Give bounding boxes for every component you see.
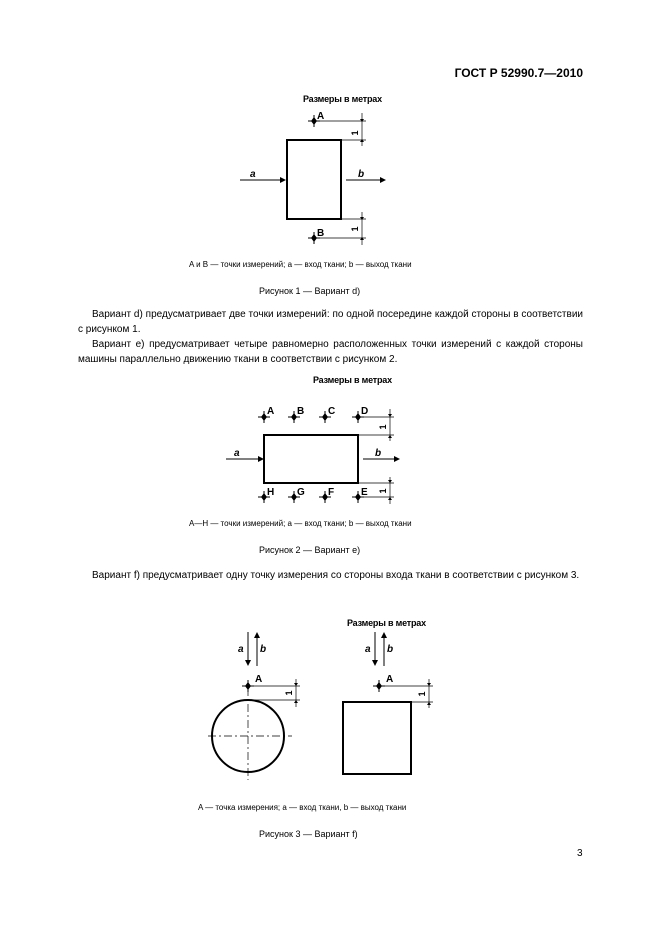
figure1-label-a: a — [250, 169, 256, 180]
figure3-dim-left: 1 — [284, 690, 294, 696]
paragraph-variant-f: Вариант f) предусматривает одну точку измерения со стороны входа ткани в соответствии с рисунком 3. — [92, 570, 580, 581]
figure1-label-A: A — [317, 111, 325, 122]
page-number: 3 — [577, 848, 583, 859]
figure1-legend: A и B — точки измерений; a — вход ткани; b — выход ткани — [189, 260, 412, 269]
figure3-legend: A — точка измерения; a — вход ткани, b — выход ткани — [198, 803, 407, 812]
figure2-diagram — [222, 400, 412, 510]
figure1-units-caption: Размеры в метрах — [303, 94, 382, 104]
figure2-units-caption: Размеры в метрах — [313, 375, 392, 385]
figure2-label-E: E — [361, 487, 368, 498]
figure3-label-A-right: A — [386, 674, 394, 685]
figure3-label-b-left: b — [260, 644, 267, 655]
paragraph-variant-e: Вариант e) предусматривает четыре равномерно расположенных точки измерений с каждой стороны машины параллельно движению ткани в соответствии с рисунком 2. — [78, 339, 583, 365]
figure2-label-G: G — [297, 487, 305, 498]
figure2-caption: Рисунок 2 — Вариант e) — [259, 545, 361, 555]
figure2-dim-bottom: 1 — [378, 488, 388, 494]
figure3-label-A-left: A — [255, 674, 263, 685]
figure1-dim-top: 1 — [350, 130, 360, 136]
figure1-dim-bottom: 1 — [350, 226, 360, 232]
figure3-dim-right: 1 — [417, 691, 427, 697]
figure3-caption: Рисунок 3 — Вариант f) — [259, 829, 358, 839]
figure1-label-b: b — [358, 169, 365, 180]
figure3-label-b-right: b — [387, 644, 394, 655]
figure2-dim-top: 1 — [378, 424, 388, 430]
figure3-label-a-left: a — [238, 644, 244, 655]
figure1-caption: Рисунок 1 — Вариант d) — [259, 286, 361, 296]
figure2-label-B: B — [297, 406, 305, 417]
figure3-label-a-right: a — [365, 644, 371, 655]
figure1-diagram — [230, 108, 390, 248]
figure2-label-D: D — [361, 406, 369, 417]
figure2-label-a: a — [234, 448, 240, 459]
figure3-units-caption: Размеры в метрах — [347, 618, 426, 628]
figure2-label-H: H — [267, 487, 275, 498]
figure2-label-A: A — [267, 406, 275, 417]
document-header: ГОСТ Р 52990.7—2010 — [454, 66, 583, 80]
figure2-label-F: F — [328, 487, 335, 498]
figure2-label-C: C — [328, 406, 336, 417]
figure3-diagram — [200, 630, 450, 780]
figure2-legend: A—H — точки измерений; a — вход ткани; b — выход ткани — [189, 519, 412, 528]
paragraph-variant-d: Вариант d) предусматривает две точки измерений: по одной посередине каждой стороны в соответствии с рисунком 1. — [78, 309, 583, 335]
figure2-label-b: b — [375, 448, 382, 459]
figure1-label-B: B — [317, 228, 325, 239]
